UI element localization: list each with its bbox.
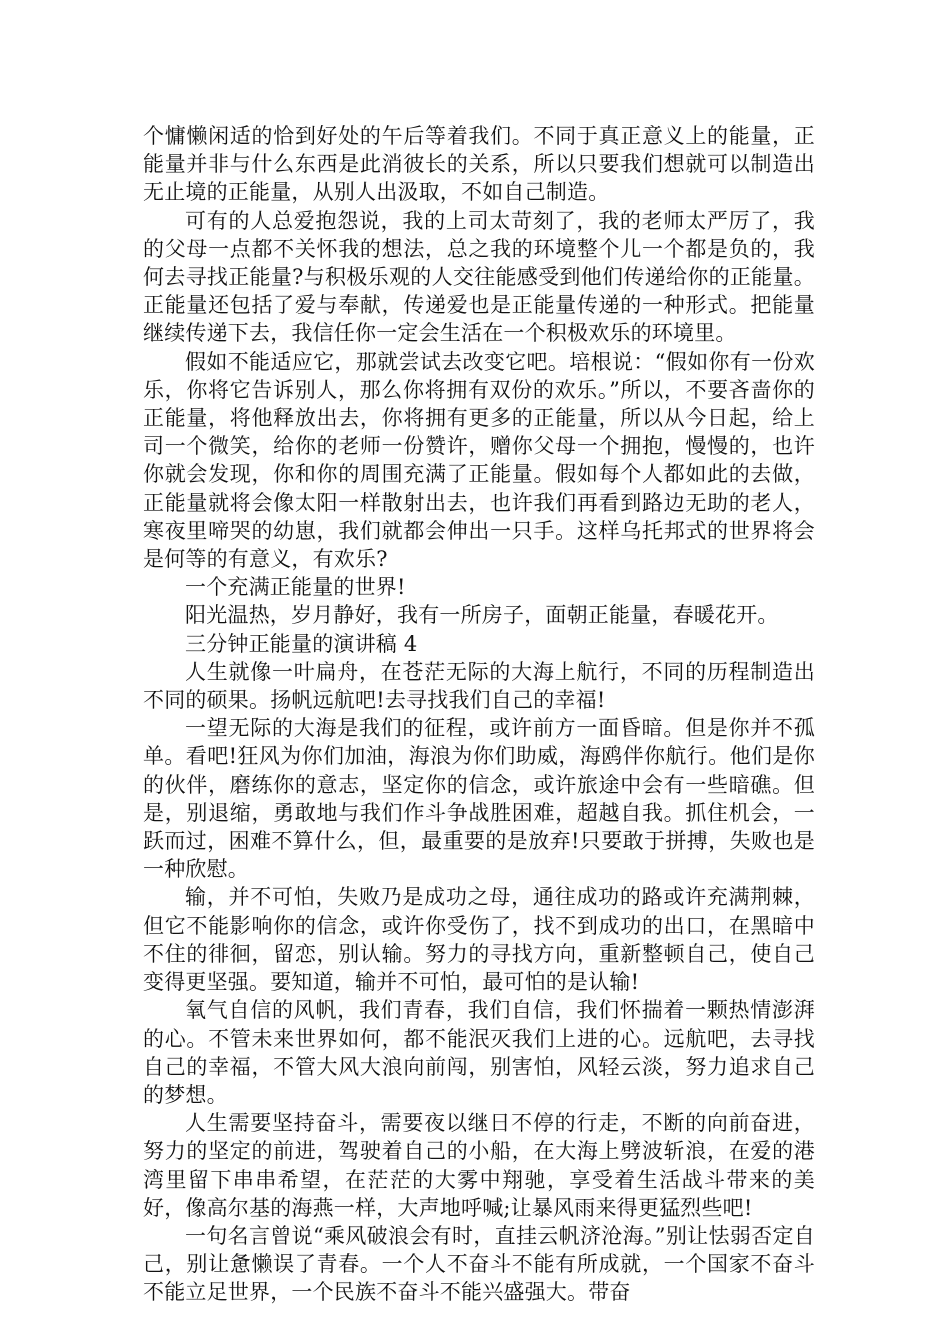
paragraph: 氧气自信的风帆，我们青春，我们自信，我们怀揣着一颗热情澎湃的心。不管未来世界如何，都不能泯灭我们上进的心。远航吧，去寻找自己的幸福，不管大风大浪向前闯，别害怕，风轻云淡，努力追求自己的梦想。 xyxy=(143,998,815,1107)
section-heading: 三分钟正能量的演讲稿 4 xyxy=(185,631,418,656)
paragraph: 一个充满正能量的世界! xyxy=(185,575,406,600)
paragraph: 一句名言曾说“乘风破浪会有时，直挂云帆济沧海。”别让怯弱否定自己，别让惫懒误了青春。一个人不奋斗不能有所成就，一个国家不奋斗不能立足世界，一个民族不奋斗不能兴盛强大。带奋 xyxy=(143,1223,815,1305)
paragraph: 人生就像一叶扁舟，在苍茫无际的大海上航行，不同的历程制造出不同的硕果。扬帆远航吧!去寻找我们自己的幸福! xyxy=(143,659,815,713)
paragraph: 一望无际的大海是我们的征程，或许前方一面昏暗。但是你并不孤单。看吧!狂风为你们加油，海浪为你们助威，海鸥伴你航行。他们是你的伙伴，磨练你的意志，坚定你的信念，或许旅途中会有一些暗礁。但是，别退缩，勇敢地与我们作斗争战胜困难，超越自我。抓住机会，一跃而过，困难不算什么，但，最重要的是放弃!只要敢于拼搏，失败也是一种欣慰。 xyxy=(143,716,815,882)
paragraph-continuation: 个慵懒闲适的恰到好处的午后等着我们。不同于真正意义上的能量，正能量并非与什么东西是此消彼长的关系，所以只要我们想就可以制造出无止境的正能量，从别人出汲取，不如自己制造。 xyxy=(143,124,815,205)
paragraph: 阳光温热，岁月静好，我有一所房子，面朝正能量，春暖花开。 xyxy=(185,603,779,628)
document-body xyxy=(143,122,815,1307)
paragraph: 输，并不可怕，失败乃是成功之母，通往成功的路或许充满荆棘，但它不能影响你的信念，或许你受伤了，找不到成功的出口，在黑暗中不住的徘徊，留恋，别认输。努力的寻找方向，重新整顿自己，使自己变得更坚强。要知道，输并不可怕，最可怕的是认输! xyxy=(143,885,815,995)
paragraph: 可有的人总爱抱怨说，我的上司太苛刻了，我的老师太严厉了，我的父母一点都不关怀我的想法，总之我的环境整个儿一个都是负的，我何去寻找正能量?与积极乐观的人交往能感受到他们传递给你的正能量。正能量还包括了爱与奉献，传递爱也是正能量传递的一种形式。把能量继续传递下去，我信任你一定会生活在一个积极欢乐的环境里。 xyxy=(143,208,815,346)
paragraph: 假如不能适应它，那就尝试去改变它吧。培根说：“假如你有一份欢乐，你将它告诉别人，那么你将拥有双份的欢乐。”所以，不要吝啬你的正能量，将他释放出去，你将拥有更多的正能量，所以从今日起，给上司一个微笑，给你的老师一份赞许，赠你父母一个拥抱，慢慢的，也许你就会发现，你和你的周围充满了正能量。假如每个人都如此的去做，正能量就将会像太阳一样散射出去，也许我们再看到路边无助的老人，寒夜里啼哭的幼崽，我们就都会伸出一只手。这样乌托邦式的世界将会是何等的有意义，有欢乐? xyxy=(143,349,815,572)
paragraph: 人生需要坚持奋斗，需要夜以继日不停的行走，不断的向前奋进，努力的坚定的前进，驾驶着自己的小船，在大海上劈波斩浪，在爱的港湾里留下串串希望，在茫茫的大雾中翔驰，享受着生活战斗带来的美好，像高尔基的海燕一样，大声地呼喊;让暴风雨来得更猛烈些吧! xyxy=(143,1111,815,1220)
